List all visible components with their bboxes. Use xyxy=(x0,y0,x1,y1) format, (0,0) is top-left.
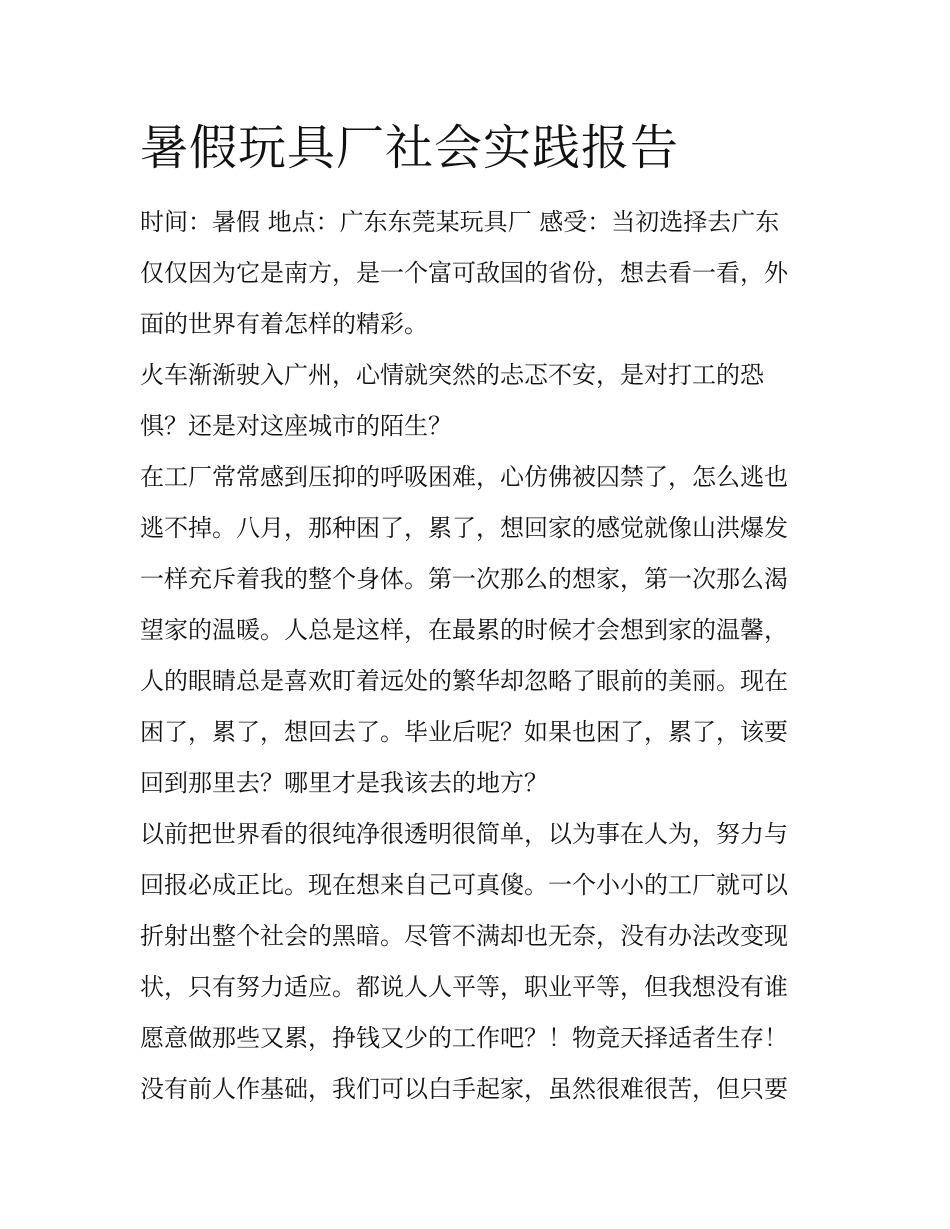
text-line: 折射出整个社会的黑暗。尽管不满却也无奈，没有办法改变现 xyxy=(140,922,788,950)
text-line: 惧？还是对这座城市的陌生？ xyxy=(140,412,452,440)
text-line: 面的世界有着怎样的精彩。 xyxy=(140,310,428,338)
text-line: 望家的温暖。人总是这样，在最累的时候才会想到家的温馨， xyxy=(140,616,788,644)
text-line: 一样充斥着我的整个身体。第一次那么的想家，第一次那么渴 xyxy=(140,565,788,593)
text-line: 逃不掉。八月，那种困了，累了，想回家的感觉就像山洪爆发 xyxy=(140,514,788,542)
text-line: 回到那里去？哪里才是我该去的地方？ xyxy=(140,769,548,797)
text-line: 仅仅因为它是南方，是一个富可敌国的省份，想去看一看，外 xyxy=(140,259,788,287)
text-line: 状，只有努力适应。都说人人平等，职业平等，但我想没有谁 xyxy=(140,973,788,1001)
document-body xyxy=(140,197,820,1115)
text-line: 没有前人作基础，我们可以白手起家，虽然很难很苦，但只要 xyxy=(140,1075,788,1103)
text-line: 人的眼睛总是喜欢盯着远处的繁华却忽略了眼前的美丽。现在 xyxy=(140,667,788,695)
text-line: 时间：暑假 地点：广东东莞某玩具厂 感受：当初选择去广东 xyxy=(140,208,780,236)
text-line: 以前把世界看的很纯净很透明很简单，以为事在人为，努力与 xyxy=(140,820,788,848)
text-line: 回报必成正比。现在想来自己可真傻。一个小小的工厂就可以 xyxy=(140,871,788,899)
text-line: 火车渐渐驶入广州，心情就突然的忐忑不安，是对打工的恐 xyxy=(140,361,764,389)
text-line: 困了，累了，想回去了。毕业后呢？如果也困了，累了，该要 xyxy=(140,718,788,746)
text-line: 愿意做那些又累，挣钱又少的工作吧？！物竞天择适者生存！ xyxy=(140,1024,788,1052)
text-line: 在工厂常常感到压抑的呼吸困难，心仿佛被囚禁了，怎么逃也 xyxy=(140,463,788,491)
document-title: 暑假玩具厂社会实践报告 xyxy=(140,120,680,176)
